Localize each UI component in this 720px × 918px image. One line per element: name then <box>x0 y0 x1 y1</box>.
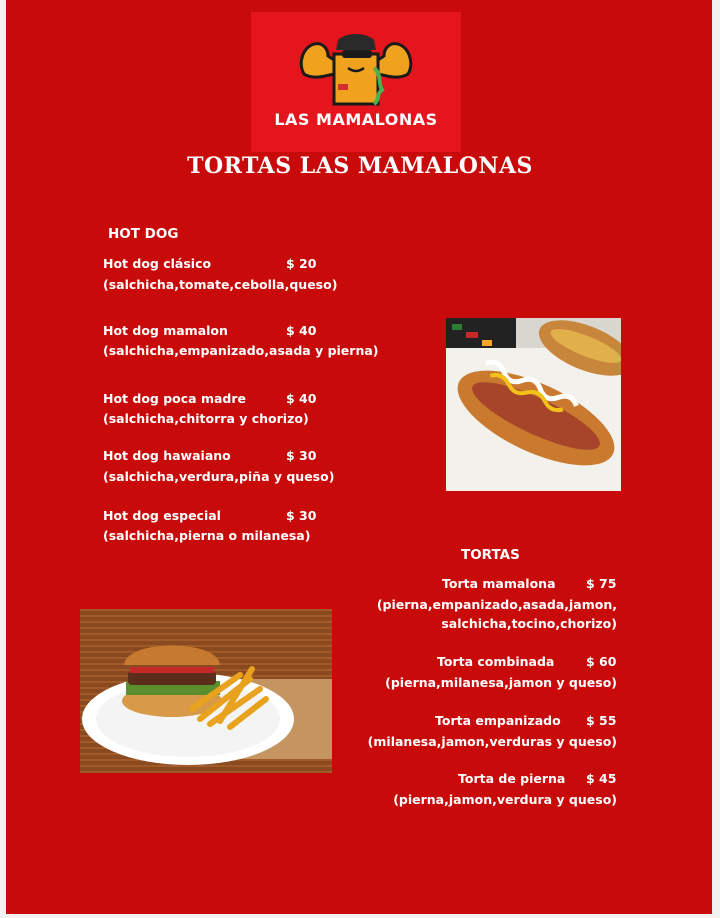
item-name: Torta mamalona <box>442 576 556 591</box>
hotdog-photo <box>446 318 621 491</box>
item-desc: (pierna,milanesa,jamon y queso) <box>385 675 617 690</box>
item-price: $ 45 <box>586 771 617 786</box>
item-name: Hot dog clásico <box>103 256 212 271</box>
item-price: $ 30 <box>286 508 317 523</box>
page-title: TORTAS LAS MAMALONAS <box>187 153 533 179</box>
item-desc: (salchicha,empanizado,asada y pierna) <box>103 343 379 358</box>
item-desc: (salchicha,verdura,piña y queso) <box>103 469 335 484</box>
item-desc: salchicha,tocino,chorizo) <box>441 616 617 631</box>
brand-logo <box>251 12 461 152</box>
item-price: $ 40 <box>286 391 317 406</box>
item-name: Torta combinada <box>437 654 555 669</box>
item-name: Torta empanizado <box>435 713 561 728</box>
item-desc: (salchicha,pierna o milanesa) <box>103 528 311 543</box>
item-name: Hot dog especial <box>103 508 221 523</box>
hotdog-heading: HOT DOG <box>108 226 179 242</box>
item-name: Hot dog poca madre <box>103 391 246 406</box>
item-price: $ 75 <box>586 576 617 591</box>
item-price: $ 20 <box>286 256 317 271</box>
item-name: Hot dog hawaiano <box>103 448 231 463</box>
item-name: Torta de pierna <box>458 771 566 786</box>
item-name: Hot dog mamalon <box>103 323 228 338</box>
tortas-heading: TORTAS <box>461 547 520 563</box>
item-price: $ 30 <box>286 448 317 463</box>
item-price: $ 55 <box>586 713 617 728</box>
item-price: $ 40 <box>286 323 317 338</box>
item-desc: (pierna,jamon,verdura y queso) <box>393 792 617 807</box>
item-price: $ 60 <box>586 654 617 669</box>
logo-text: LAS MAMALONAS <box>274 110 438 129</box>
item-desc: (pierna,empanizado,asada,jamon, <box>376 597 617 612</box>
burger-photo <box>80 609 332 773</box>
item-desc: (salchicha,tomate,cebolla,queso) <box>103 277 338 292</box>
item-desc: (milanesa,jamon,verduras y queso) <box>367 734 617 749</box>
item-desc: (salchicha,chitorra y chorizo) <box>103 411 309 426</box>
muscle-mascot-icon <box>294 34 418 106</box>
